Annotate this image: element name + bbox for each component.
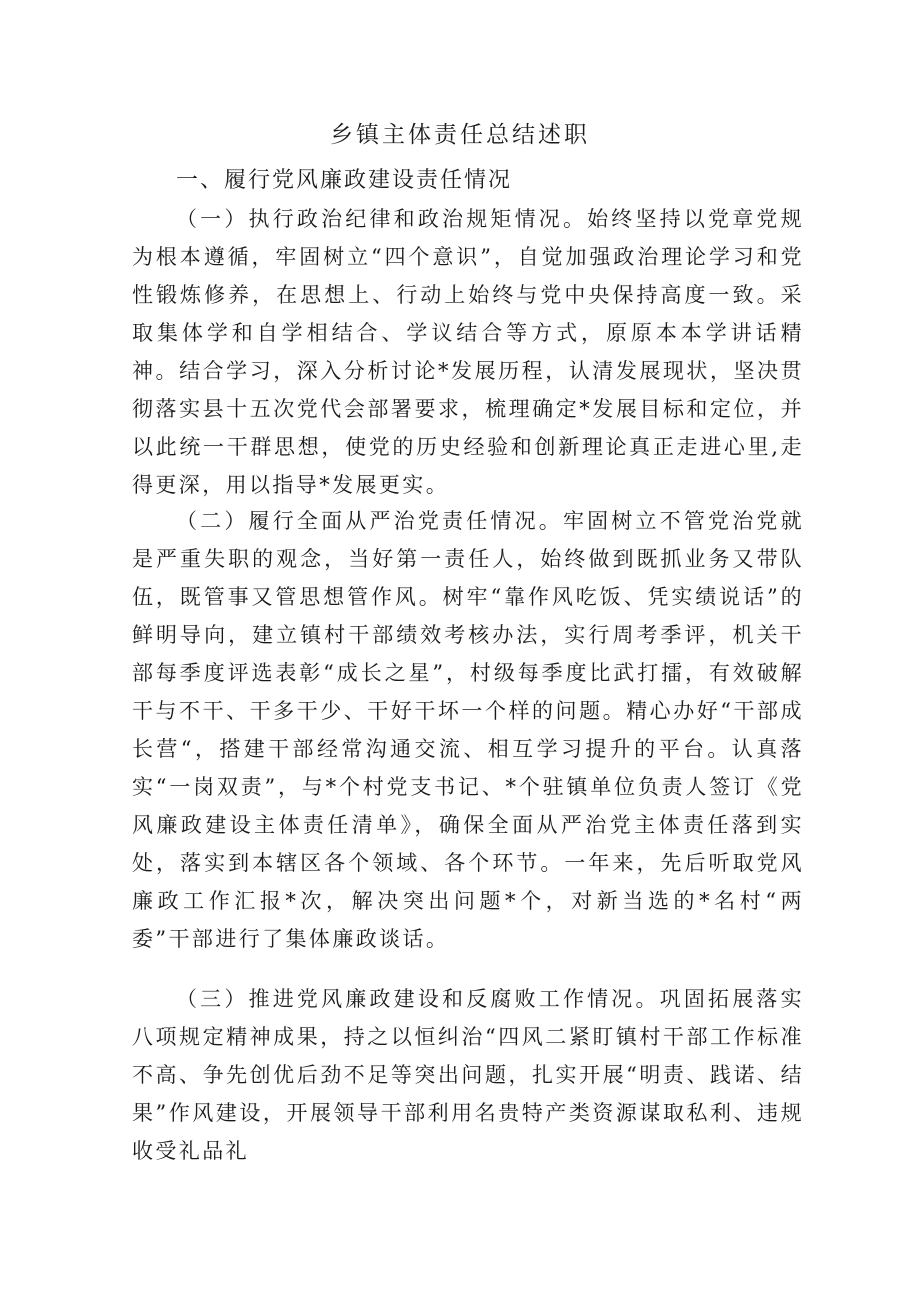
paragraph-strict-party-governance: （二）履行全面从严治党责任情况。牢固树立不管党治党就是严重失职的观念，当好第一责任人，始终做到既抓业务又带队伍，既管事又管思想管作风。树牢“靠作风吃饭、凭实绩说话”的鲜明导向，建立镇村干部绩效考核办法，实行周考季评，机关干部每季度评选表彰“成长之星”，村级每季度比武打擂，有效破解干与不干、干多干少、干好干坏一个样的问题。精心办好“干部成长营“，搭建干部经常沟通交流、相互学习提升的平台。认真落实“一岗双责”，与*个村党支书记、*个驻镇单位负责人签订《党风廉政建设主体责任清单》，确保全面从严治党主体责任落到实处，落实到本辖区各个领域、各个环节。一年来，先后听取党风廉政工作汇报*次，解决突出问题*个，对新当选的*名村“两委”干部进行了集体廉政谈话。 <box>132 509 804 951</box>
paragraph-anti-corruption: （三）推进党风廉政建设和反腐败工作情况。巩固拓展落实八项规定精神成果，持之以恒纠治“四风二紧盯镇村干部工作标准不高、争先创优后劲不足等突出问题，扎实开展“明责、践诺、结果”作风建设，开展领导干部利用名贵特产类资源谋取私利、违规收受礼品礼 <box>132 987 804 1163</box>
document-title: 乡镇主体责任总结述职 <box>330 122 590 148</box>
paragraph-political-discipline: （一）执行政治纪律和政治规矩情况。始终坚持以党章党规为根本遵循，牢固树立“四个意识”，自觉加强政治理论学习和党性锻炼修养，在思想上、行动上始终与党中央保持高度一致。采取集体学和自学相结合、学议结合等方式，原原本本学讲话精神。结合学习，深入分析讨论*发展历程，认清发展现状，坚决贯彻落实县十五次党代会部署要求，梳理确定*发展目标和定位，并以此统一干群思想，使党的历史经验和创新理论真正走进心里,走得更深，用以指导*发展更实。 <box>132 207 804 497</box>
section-heading: 一、履行党风廉政建设责任情况 <box>176 168 513 193</box>
